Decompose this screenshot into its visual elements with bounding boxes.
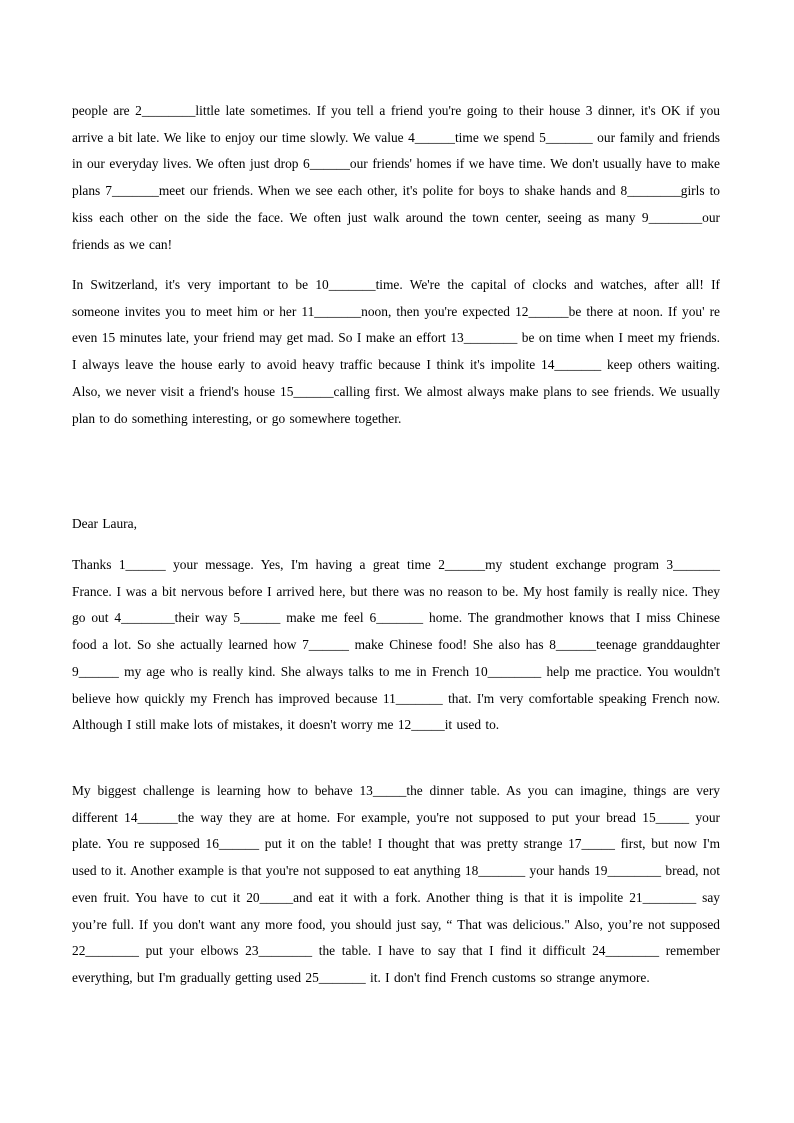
letter-greeting: Dear Laura, bbox=[72, 516, 137, 531]
paragraph-passage-2: In Switzerland, it's very important to be 10_______time. We're the capital of clocks and watches, after all! If someone invites you to meet him or her 11_______noon, then you're expected 12______be there at noon. If you' re even 15 minutes late, your friend may get mad. So I make an effort 13________ be on time when I meet my friends. I always leave the house early to avoid heavy traffic because I think it's impolite 14_______ keep others waiting. Also, we never visit a friend's house 15______calling first. We almost always make plans to see friends. We usually plan to do something interesting, or go somewhere together. bbox=[72, 277, 720, 426]
letter-paragraph-1: Thanks 1______ your message. Yes, I'm having a great time 2______my student exchange program 3_______ France. I was a bit nervous before I arrived here, but there was no reason to be. My host family is really nice. They go out 4________their way 5______ make me feel 6_______ home. The grandmother knows that I miss Chinese food a lot. So she actually learned how 7______ make Chinese food! She also has 8______teenage granddaughter 9______ my age who is really kind. She always talks to me in French 10________ help me practice. You wouldn't believe how quickly my French has improved because 11_______ that. I'm very comfortable speaking French now. Although I still make lots of mistakes, it doesn't worry me 12_____it used to. bbox=[72, 557, 720, 733]
paragraph-passage-1: people are 2________little late sometimes. If you tell a friend you're going to their house 3 dinner, it's OK if you arrive a bit late. We like to enjoy our time slowly. We value 4______time we spend 5_______ our family and friends in our everyday lives. We often just drop 6______our friends' homes if we have time. We don't usually have to make plans 7_______meet our friends. When we see each other, it's polite for boys to shake hands and 8________girls to kiss each other on the side the face. We often just walk around the town center, seeing as many 9________our friends as we can! bbox=[72, 103, 720, 252]
letter-paragraph-2: My biggest challenge is learning how to behave 13_____the dinner table. As you can imagine, things are very different 14______the way they are at home. For example, you're not supposed to put your bread 15_____ your plate. You re supposed 16______ put it on the table! I thought that was pretty strange 17_____ first, but now I'm used to it. Another example is that you're not supposed to eat anything 18_______ your hands 19________ bread, not even fruit. You have to cut it 20_____and eat it with a fork. Another thing is that it is impolite 21________ say you’re full. If you don't want any more food, you should just say, “ That was delicious." Also, you’re not supposed 22________ put your elbows 23________ the table. I have to say that I find it difficult 24________ remember everything, but I'm gradually getting used 25_______ it. I don't find French customs so strange anymore. bbox=[72, 783, 720, 985]
